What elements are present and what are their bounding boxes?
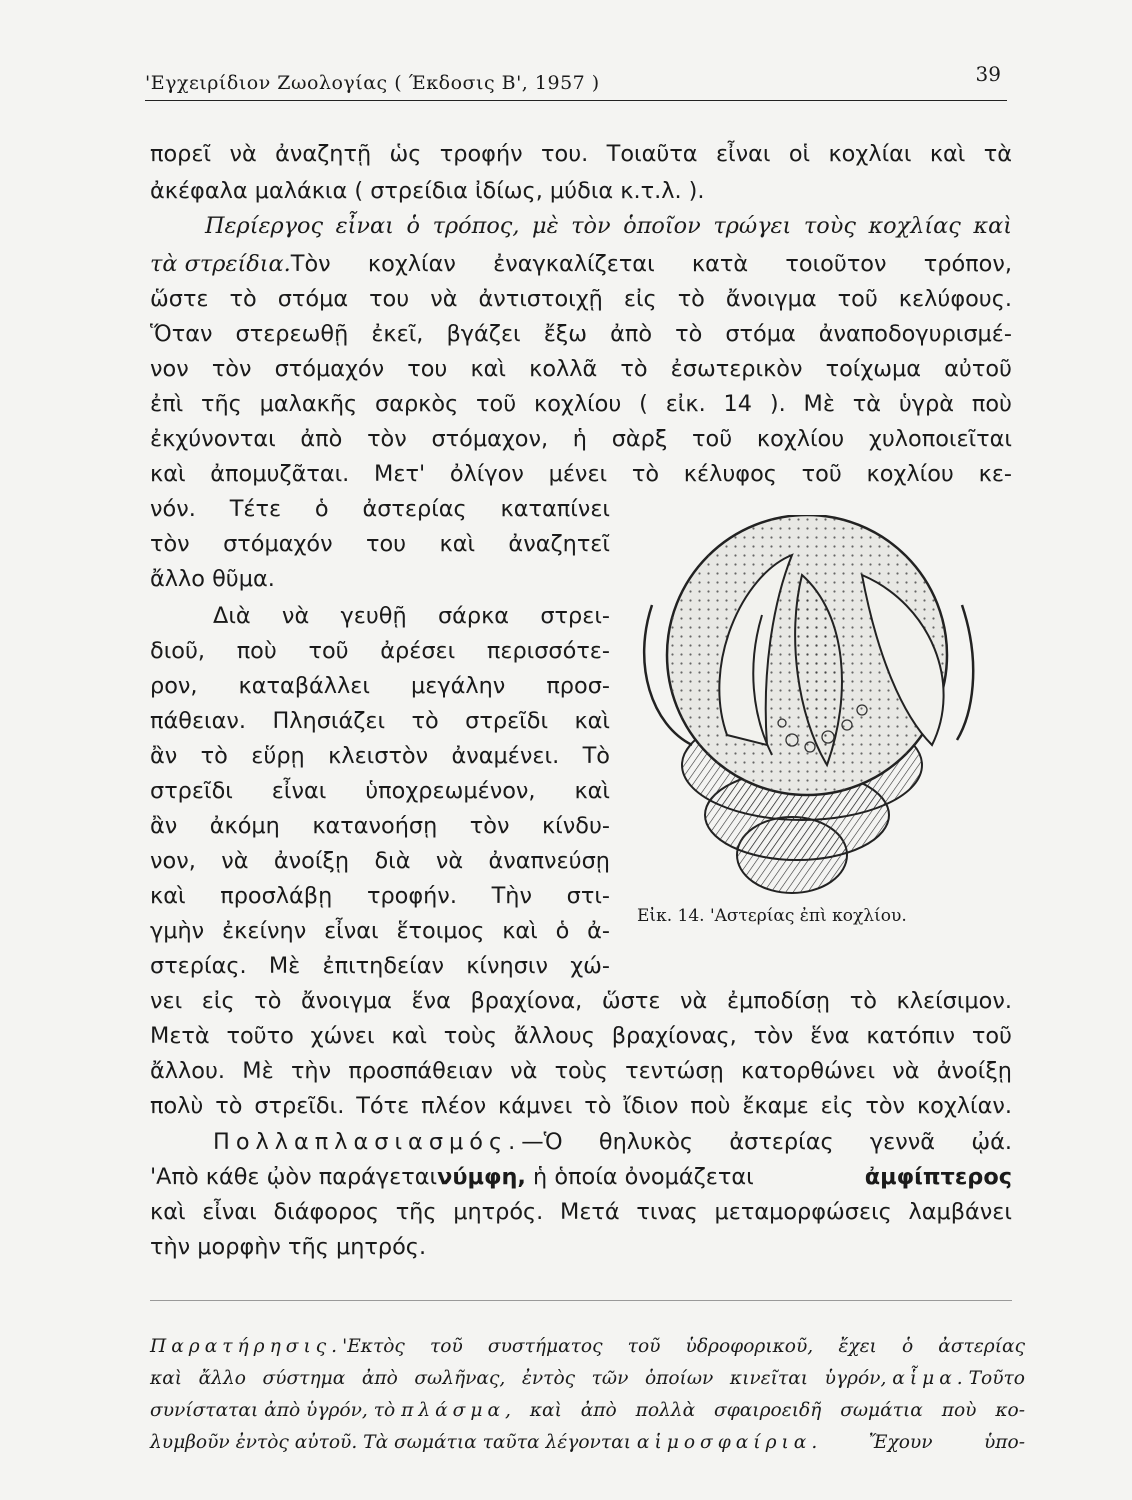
text-line xyxy=(150,1166,1012,1188)
text-line: Μετὰ τοῦτο χώνει καὶ τοὺς ἄλλους βραχίονας, τὸν ἕνα κατόπιν τοῦ xyxy=(150,1023,1012,1049)
figure-starfish-on-snail xyxy=(632,515,992,895)
note-span: . Τοῦτο xyxy=(956,1368,1025,1389)
bold-term: ἀμφίπτερος xyxy=(864,1164,1012,1190)
running-header xyxy=(145,62,1007,101)
footnote-divider xyxy=(150,1300,1012,1301)
page-number: 39 xyxy=(975,62,1001,86)
note-line xyxy=(150,1370,1025,1389)
note-heading: Παρατήρησις. xyxy=(150,1336,343,1357)
text-line: καὶ εἶναι διάφορος τῆς μητρός. Μετά τινας μεταμορφώσεις λαμβάνει xyxy=(150,1199,1012,1225)
header-title: 'Εγχειρίδιον Ζωολογίας ( Έκδοσις Β', 1957 ) xyxy=(145,72,600,94)
text-span: —Ὁ θηλυκὸς ἀστερίας γεννᾶ ᾠά. xyxy=(521,1129,1012,1155)
note-span: , καὶ ἀπὸ πολλὰ σφαιροειδῆ σωμάτια ποὺ κο- xyxy=(505,1400,1025,1421)
text-line: Ὅταν στερεωθῇ ἐκεῖ, βγάζει ἔξω ἀπὸ τὸ στόμα ἀναποδογυρισμέ- xyxy=(150,321,1012,347)
text-span: 'Απὸ κάθε ᾠὸν παράγεται xyxy=(150,1164,438,1190)
text-line xyxy=(213,1131,1012,1153)
spaced-heading: Πολλαπλασιασμός. xyxy=(213,1129,522,1155)
text-line: Διὰ νὰ γευθῇ σάρκα στρει- xyxy=(213,603,610,629)
text-line: ἂν ἀκόμη κατανοήσῃ τὸν κίνδυ- xyxy=(150,813,610,839)
text-line: ὥστε τὸ στόμα του νὰ ἀντιστοιχῇ εἰς τὸ ἄνοιγμα τοῦ κελύφους. xyxy=(150,286,1012,312)
text-span: Τὸν κοχλίαν ἐναγκαλίζεται κατὰ τοιοῦτον τρόπον, xyxy=(290,251,1012,277)
text-line: καὶ ἀπομυζᾶται. Μετ' ὀλίγον μένει τὸ κέλυφος τοῦ κοχλίου κε- xyxy=(150,461,1012,487)
text-line: διοῦ, ποὺ τοῦ ἀρέσει περισσότε- xyxy=(150,638,610,664)
text-line: ἐπὶ τῆς μαλακῆς σαρκὸς τοῦ κοχλίου ( εἰκ. 14 ). Μὲ τὰ ὑγρὰ ποὺ xyxy=(150,391,1012,417)
text-line: καὶ προσλάβῃ τροφήν. Τὴν στι- xyxy=(150,883,610,909)
note-span: 'Εκτὸς τοῦ συστήματος τοῦ ὑδροφορικοῦ, ἔχει ὁ ἀστερίας xyxy=(342,1336,1025,1357)
spaced-term: πλάσμα xyxy=(401,1400,506,1421)
text-line: νον, νὰ ἀνοίξῃ διὰ νὰ ἀναπνεύσῃ xyxy=(150,848,610,874)
text-line: πορεῖ νὰ ἀναζητῇ ὡς τροφήν του. Τοιαῦτα εἶναι οἱ κοχλίαι καὶ τὰ xyxy=(150,141,1012,167)
text-line: ἐκχύνονται ἀπὸ τὸν στόμαχον, ἡ σὰρξ τοῦ κοχλίου χυλοποιεῖται xyxy=(150,426,1012,452)
note-span: . Ἔχουν ὑπο- xyxy=(811,1432,1025,1453)
text-line: ἄλλο θῦμα. xyxy=(150,566,275,592)
text-line: τὸν στόμαχόν του καὶ ἀναζητεῖ xyxy=(150,531,610,557)
note-span: λυμβοῦν ἐντὸς αὐτοῦ. Τὰ σωμάτια ταῦτα λέγονται xyxy=(150,1432,637,1453)
text-line: γμὴν ἐκείνην εἶναι ἕτοιμος καὶ ὁ ἀ- xyxy=(150,918,610,944)
text-line: ἀκέφαλα μαλάκια ( στρείδια ἰδίως, μύδια κ.τ.λ. ). xyxy=(150,178,705,204)
text-line: ἂν τὸ εὕρῃ κλειστὸν ἀναμένει. Τὸ xyxy=(150,743,610,769)
text-line: πολὺ τὸ στρεῖδι. Τότε πλέον κάμνει τὸ ἴδιον ποὺ ἔκαμε εἰς τὸν κοχλίαν. xyxy=(150,1093,1012,1119)
note-line xyxy=(150,1338,1025,1357)
figure-caption: Εἰκ. 14. 'Αστερίας ἐπὶ κοχλίου. xyxy=(637,906,907,926)
italic-phrase: τὰ στρείδια. xyxy=(150,251,291,277)
text-line: στρεῖδι εἶναι ὑποχρεωμένον, καὶ xyxy=(150,778,610,804)
text-line: νον τὸν στόμαχόν του καὶ κολλᾶ τὸ ἐσωτερικὸν τοίχωμα αὐτοῦ xyxy=(150,356,1012,382)
text-line: ἄλλου. Μὲ τὴν προσπάθειαν νὰ τοὺς τεντώσῃ κατορθώνει νὰ ἀνοίξῃ xyxy=(150,1058,1012,1084)
spaced-term: αἱμοσφαίρια xyxy=(636,1432,812,1453)
text-line: νόν. Τέτε ὁ ἀστερίας καταπίνει xyxy=(150,496,610,522)
text-line-italic: Περίεργος εἶναι ὁ τρόπος, μὲ τὸν ὁποῖον τρώγει τοὺς κοχλίας καὶ xyxy=(205,213,1012,239)
text-line: πάθειαν. Πλησιάζει τὸ στρεῖδι καὶ xyxy=(150,708,610,734)
note-line xyxy=(150,1434,1025,1453)
text-span: ἡ ὁποία ὀνομάζεται xyxy=(525,1164,761,1190)
text-line: στερίας. Μὲ ἐπιτηδείαν κίνησιν χώ- xyxy=(150,953,610,979)
text-line: νει εἰς τὸ ἄνοιγμα ἕνα βραχίονα, ὥστε νὰ ἐμποδίσῃ τὸ κλείσιμον. xyxy=(150,988,1012,1014)
bold-term: νύμφη, xyxy=(437,1164,526,1190)
note-span: συνίσταται ἀπὸ ὑγρόν, τὸ xyxy=(150,1400,402,1421)
text-line: τὴν μορφὴν τῆς μητρός. xyxy=(150,1234,427,1260)
text-line: ρον, καταβάλλει μεγάλην προσ- xyxy=(150,673,610,699)
note-span: καὶ ἄλλο σύστημα ἀπὸ σωλῆνας, ἐντὸς τῶν ὁποίων κινεῖται ὑγρόν, xyxy=(150,1368,893,1389)
text-line xyxy=(150,253,1012,275)
spaced-term: αἷμα xyxy=(892,1368,957,1389)
note-line xyxy=(150,1402,1025,1421)
